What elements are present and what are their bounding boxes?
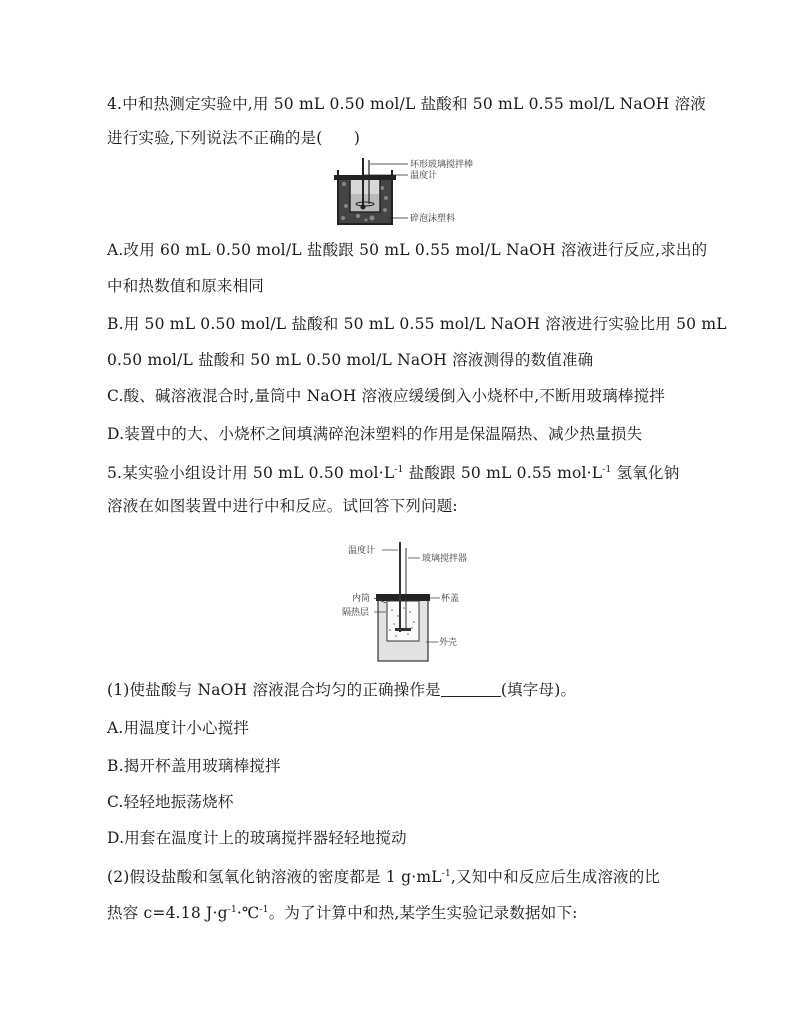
q5-sub1-option-d: D.用套在温度计上的玻璃搅拌器轻轻地搅动 [107,829,407,847]
q4-option-b-line2: 0.50 mol/L 盐酸和 50 mL 0.50 mol/L NaOH 溶液测得的数值准确 [107,351,594,369]
label-thermometer: 温度计 [410,171,438,181]
label-outer-shell: 外壳 [439,638,458,648]
q4-option-a-line2: 中和热数值和原来相同 [107,277,265,295]
label-inner-cup: 内筒 [352,594,371,604]
q5-stem-line2: 溶液在如图装置中进行中和反应。试回答下列问题: [107,497,458,515]
q4-option-b-line1: B.用 50 mL 0.50 mol/L 盐酸和 50 mL 0.55 mol/L NaOH 溶液进行实验比用 50 mL [107,315,727,333]
label-thermometer-2: 温度计 [348,546,376,556]
label-glass-stirrer: 玻璃搅拌器 [422,554,468,564]
q5-sub1-option-a: A.用温度计小心搅拌 [107,719,250,737]
q4-option-c: C.酸、碱溶液混合时,量筒中 NaOH 溶液应缓缓倒入小烧杯中,不断用玻璃棒搅拌 [107,387,665,405]
q5-calorimeter-figure [340,540,490,665]
answer-blank[interactable] [441,682,501,697]
q5-stem-line1: 5.某实验小组设计用 50 mL 0.50 $mol\cdot L^{-1}$ 盐酸跟 50 mL 0.55 $mol\cdot L^{-1}$ 氢氧化钠 [107,464,680,482]
q4-option-d: D.装置中的大、小烧杯之间填满碎泡沫塑料的作用是保温隔热、减少热量损失 [107,425,643,443]
label-ring-stirrer: 环形玻璃搅拌棒 [410,160,474,170]
q4-stem-line2: 进行实验,下列说法不正确的是( ) [107,129,361,147]
q5-sub1-option-c: C.轻轻地振荡烧杯 [107,793,234,811]
label-lid: 杯盖 [441,594,460,604]
q4-calorimeter-figure [330,158,500,230]
q5-sub1-option-b: B.揭开杯盖用玻璃棒搅拌 [107,757,281,775]
label-insulation: 隔热层 [342,608,370,618]
q4-option-a-line1: A.改用 60 mL 0.50 mol/L 盐酸跟 50 mL 0.55 mol/L NaOH 溶液进行反应,求出的 [107,241,708,259]
label-foam: 碎泡沫塑料 [410,214,456,224]
q5-sub2-line2: 热容 c=4.18 $J\cdot g^{-1}\cdot℃^{-1}$。为了计算中和热,某学生实验记录数据如下: [107,904,578,922]
q5-sub2-line1: (2)假设盐酸和氢氧化钠溶液的密度都是 1 $g\cdot mL^{-1}$,又知中和反应后生成溶液的比 [107,868,661,886]
q5-sub1-stem: (1)使盐酸与 NaOH 溶液混合均匀的正确操作是 (填字母)。 [107,681,577,699]
q4-stem-line1: 4.中和热测定实验中,用 50 mL 0.50 mol/L 盐酸和 50 mL 0.55 mol/L NaOH 溶液 [107,95,706,113]
